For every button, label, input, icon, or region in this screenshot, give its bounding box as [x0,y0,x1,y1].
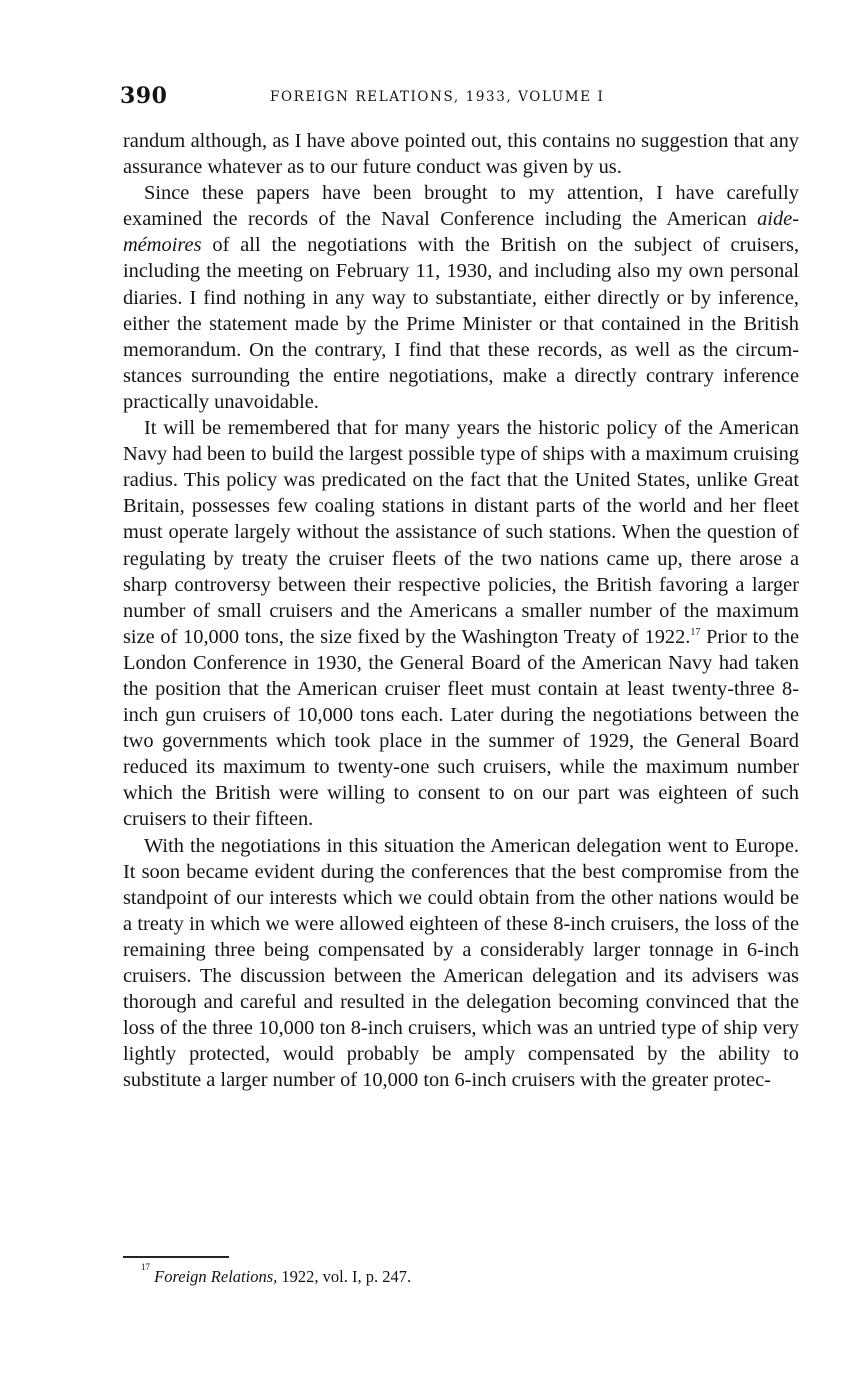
paragraph-2-italic-term: aide-mémoires [123,208,799,257]
paragraph-1-text: randum although, as I have above pointed out, this contains no suggestion that any assurance whatever as to our future conduct was given by us. [123,130,799,179]
paragraph-2-text-before: Since these papers have been brought to my attention, I have carefully examined the records of the Naval Conference including the American [123,182,799,231]
footnote [141,1261,412,1288]
running-title: FOREIGN RELATIONS, 1933, VOLUME I [270,89,605,105]
paragraph-2-text-after: of all the negotiations with the British on the subject of cruisers, including the meeting on February 11, 1930, and including also my own personal diaries. I find nothing in any way to substantiate, either directly or by inference, either the statement made by the Prime Minister or that contained in the British memorandum. On the contrary, I find that these records, as well as the circumstances surrounding the entire negotiations, make a directly contrary inference practically unavoidable. [123,234,799,413]
paragraph-3-text-before: It will be remembered that for many years the historic policy of the American Navy had been to build the largest possible type of ships with a maximum cruising radius. This policy was predicated on the fact that the United States, unlike Great Britain, possesses few coaling stations in distant parts of the world and her fleet must operate largely without the assistance of such stations. When the question of regulating by treaty the cruiser fleets of the two nations came up, there arose a sharp controversy between their respective policies, the British favoring a larger number of small cruisers and the Americans a smaller number of the maximum size of 10,000 tons, the size fixed by the Washington Treaty of 1922. [123,417,799,648]
paragraph-1 [123,128,799,180]
paragraph-4 [123,833,799,1094]
footnote-italic-title: Foreign Relations, [154,1267,278,1286]
footnote-reference: 17 [690,626,701,638]
body-text [123,128,799,1093]
footnote-divider [123,1256,229,1258]
running-header [120,83,800,113]
paragraph-3 [123,415,799,833]
paragraph-2 [123,180,799,415]
footnote-marker: 17 [141,1261,150,1272]
page-number: 390 [120,83,168,109]
footnote-text: 1922, vol. I, p. 247. [277,1267,412,1286]
paragraph-3-text-after: Prior to the London Conference in 1930, the General Board of the American Navy had taken the position that the American cruiser fleet must contain at least twenty-three 8-inch gun cruisers of 10,000 tons each. Later during the negotiations between the two governments which took place in the summer of 1929, the General Board reduced its maximum to twenty-one such cruisers, while the maximum number which the British were willing to consent to on our part was eighteen of such cruisers to their fifteen. [123,625,799,831]
paragraph-4-text: With the negotiations in this situation the American delegation went to Europe. It soon became evident during the conferences that the best compromise from the standpoint of our interests which we could obtain from the other nations would be a treaty in which we were allowed eighteen of these 8-inch cruisers, the loss of the remaining three being compensated by a considerably larger tonnage in 6-inch cruisers. The discussion between the American delegation and its advisers was thorough and careful and resulted in the delegation becoming convinced that the loss of the three 10,000 ton 8-inch cruisers, which was an untried type of ship very lightly protected, would probably be amply compensated by the ability to substitute a larger number of 10,000 ton 6-inch cruisers with the greater protec- [123,834,799,1092]
